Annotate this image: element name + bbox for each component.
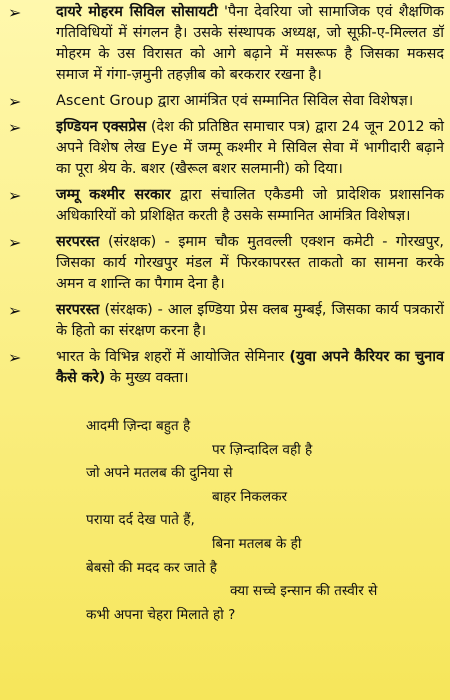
item-text-end: के मुख्य वक्ता। [105,370,189,386]
poem-line: जो अपने मतलब की दुनिया से [86,465,233,482]
poem-line: बाहर निकलकर [212,488,288,505]
item-heading: दायरे मोहरम सिविल सोसायटी [56,4,218,20]
list-item [6,2,444,86]
list-item [6,347,444,389]
arrow-bullet-icon: ➢ [8,3,22,22]
item-text: 'पैना देवरिया जो सामाजिक एवं शैक्षणिक गतिविधियों में संगलन है। उसके संस्थापक अध्यक्ष, जो सूफ़ी-ए-मिल्लत डॉ मोहरम के उस विरासत को आगे बढ़ाने में मसरूफ है जिसका मकसद समाज में गंगा-ज़मुनी तहज़ीब को बरकरार रखना है। [56,4,444,83]
poem-line: क्या सच्चे इन्सान की तस्वीर से [230,583,378,600]
poem-line: पर ज़िन्दादिल वही है [212,441,313,458]
list-item [6,117,444,180]
item-text: Ascent Group द्वारा आमंत्रित एवं सम्मानित सिविल सेवा विशेषज्ञ। [56,93,414,109]
arrow-bullet-icon: ➢ [8,348,22,367]
arrow-bullet-icon: ➢ [8,186,22,205]
achievement-list [6,2,444,389]
item-text: भारत के विभिन्न शहरों में आयोजित सेमिनार [56,349,290,365]
item-heading: सरपरस्त [56,234,100,250]
item-heading: जम्मू कश्मीर सरकार [56,187,171,203]
arrow-bullet-icon: ➢ [8,301,22,320]
poem-line: आदमी ज़िन्दा बहुत है [86,418,191,434]
poem-line: बिना मतलब के ही [212,535,302,552]
item-heading: इण्डियन एक्सप्रेस [56,119,147,135]
poem-line: बेबसो की मदद कर जाते है [86,559,217,576]
list-item [6,185,444,227]
item-text: (देश की प्रतिष्ठित समाचार पत्र) द्वारा 24 जून 2012 को अपने विशेष लेख Eye में जम्मू कश्मीर मे सिविल सेवा में भागीदारी बढ़ाने का पूरा श्रेय के. बशर (खैरूल बशर सलमानी) को दिया। [56,119,444,177]
list-item [6,91,444,112]
list-item [6,300,444,342]
poem [6,415,444,627]
seminar-title: (युवा अपने कैरियर का चुनाव कैसे करे) [56,349,444,386]
item-heading: सरपरस्त [56,302,100,318]
item-text: द्वारा संचालित एकैडमी जो प्रादेशिक प्रशासनिक अधिकारियों को प्रशिक्षित करती है उसके सम्मानित आमंत्रित विशेषज्ञ। [56,187,445,224]
arrow-bullet-icon: ➢ [8,118,22,137]
item-text: (संरक्षक) - इमाम चौक मुतवल्ली एक्शन कमेटी - गोरखपुर, जिसका कार्य गोरखपुर मंडल में फिरकापरस्त ताकतो का सामना करके अमन व शान्ति का पैगाम देना है। [56,234,444,292]
arrow-bullet-icon: ➢ [8,233,22,252]
item-text: (संरक्षक) - आल इण्डिया प्रेस क्लब मुम्बई, जिसका कार्य पत्रकारों के हितो का संरक्षण करना है। [56,302,444,339]
arrow-bullet-icon: ➢ [8,92,22,111]
poem-line: कभी अपना चेहरा मिलाते हो ? [86,606,236,623]
list-item [6,232,444,295]
poem-line: पराया दर्द देख पाते हैं, [86,512,195,529]
